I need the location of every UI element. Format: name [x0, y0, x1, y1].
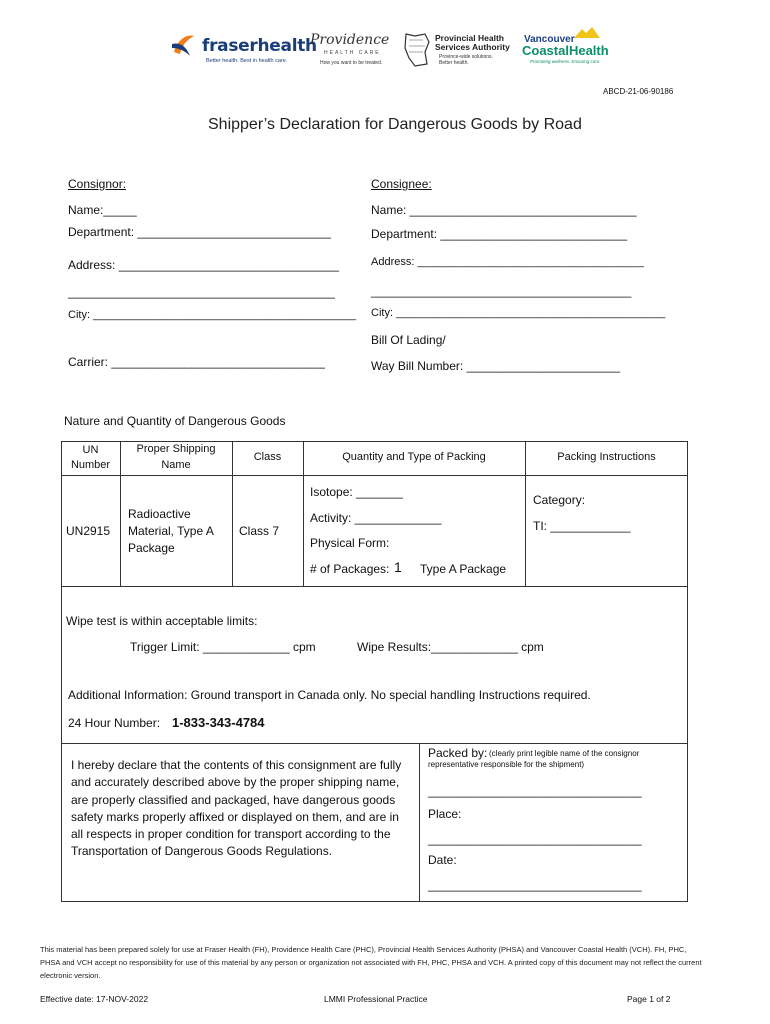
vch-mountain-icon	[574, 26, 600, 38]
footer-disclaimer: This material has been prepared solely for use at Fraser Health (FH), Providence Health Care (PHC), Provincial Health Services Authority (PHSA) and Vancouver Coastal Health (VCH). FH, PHC, PHSA and VCH accept no responsibility for use of this material by any person or organization not associated with FH, PHC, PHSA and VCH. A printed copy of this document may not reflect the current electronic version.	[40, 945, 702, 980]
document-code: ABCD-21-06-90186	[603, 87, 674, 96]
fraser-health-swoosh-icon	[170, 32, 198, 60]
consignor-name-field[interactable]: Name:_____	[68, 203, 137, 217]
hour24-label: 24 Hour Number:	[68, 716, 161, 730]
category-field[interactable]: Category:	[533, 493, 586, 507]
fraser-health-name: fraserhealth	[202, 36, 317, 56]
vch-name-line1: Vancouver	[524, 34, 575, 45]
un-number-value: UN2915	[66, 524, 111, 538]
phsa-tagline2: Better health.	[439, 60, 469, 66]
vch-logo	[522, 26, 612, 70]
header-proper-shipping: Proper Shipping	[136, 443, 216, 455]
header-packing-instructions: Packing Instructions	[557, 451, 656, 463]
phsa-name-line2: Services Authority	[435, 42, 510, 52]
consignor-address-field[interactable]: Address: _________________________________	[68, 258, 339, 272]
consignee-name-field[interactable]: Name: __________________________________	[371, 203, 637, 217]
providence-logo	[300, 28, 400, 72]
carrier-field[interactable]: Carrier: ________________________________	[68, 355, 325, 369]
place-field[interactable]: ________________________________	[428, 832, 642, 846]
shipping-name-line1: Radioactive	[128, 507, 191, 521]
date-field[interactable]: ________________________________	[428, 878, 642, 892]
effective-date: Effective date: 17-NOV-2022	[40, 994, 149, 1004]
page-title: Shipper’s Declaration for Dangerous Goods by Road	[208, 116, 582, 133]
shipping-name-line2: Material, Type A	[128, 524, 214, 538]
ti-field[interactable]: TI: ____________	[533, 519, 631, 533]
class-value: Class 7	[239, 524, 280, 538]
header-number: Number	[70, 459, 111, 471]
packages-label: # of Packages:	[310, 562, 390, 576]
isotope-field[interactable]: Isotope: _______	[310, 485, 403, 499]
trigger-limit-field[interactable]: Trigger Limit: _____________ cpm	[130, 640, 316, 654]
consignor-department-field[interactable]: Department: _____________________________	[68, 225, 331, 239]
shipping-name-line3: Package	[128, 541, 175, 555]
providence-sub: HEALTH CARE	[324, 50, 381, 56]
consignee-heading: Consignee:	[371, 177, 432, 191]
hour24-number: 1-833-343-4784	[172, 715, 265, 730]
additional-information: Additional Information: Ground transport in Canada only. No special handling Instructions required.	[68, 688, 591, 702]
way-bill-number-field[interactable]: Way Bill Number: _______________________	[371, 359, 621, 373]
consignor-city-field[interactable]: City: ___________________________________________	[68, 309, 357, 321]
packages-value[interactable]: 1	[394, 559, 402, 575]
declaration-text: I hereby declare that the contents of this consignment are fully and accurately described above by the proper shipping name, are properly classified and packaged, have dangerous goods safety marks properly affixed or displayed on them, and are in all respects in proper condition for transport according to the Transportation of Dangerous Goods Regulations.	[71, 758, 402, 859]
providence-tagline: How you want to be treated.	[320, 60, 383, 66]
packed-by-field[interactable]: ________________________________	[428, 784, 642, 798]
packed-by-note-line1: (clearly print legible name of the consignor	[489, 749, 640, 758]
vch-tagline: Promoting wellness. Ensuring care.	[530, 59, 601, 64]
consignee-department-field[interactable]: Department: ____________________________	[371, 227, 628, 241]
packed-by-label: Packed by:	[428, 746, 488, 760]
phsa-tagline1: Province-wide solutions.	[439, 54, 493, 60]
physical-form-field[interactable]: Physical Form:	[310, 536, 390, 550]
fraser-health-logo	[170, 30, 317, 70]
consignor-heading: Consignor:	[68, 177, 127, 191]
consignee-address-field[interactable]: Address: _____________________________________	[371, 256, 644, 268]
header-un: UN	[82, 444, 99, 456]
header-class: Class	[253, 451, 282, 463]
consignor-address-line2-field[interactable]: ________________________________________	[68, 285, 335, 299]
bill-of-lading-label: Bill Of Lading/	[371, 333, 446, 347]
providence-name: Providence	[310, 32, 390, 48]
place-label: Place:	[428, 807, 462, 821]
phsa-name-line1: Provincial Health	[435, 33, 504, 43]
wipe-results-field[interactable]: Wipe Results:_____________ cpm	[357, 640, 544, 654]
wipe-test-heading: Wipe test is within acceptable limits:	[66, 614, 258, 628]
date-label: Date:	[428, 853, 457, 867]
activity-field[interactable]: Activity: _____________	[310, 511, 442, 525]
consignee-address-line2-field[interactable]: _______________________________________	[371, 284, 632, 298]
consignee-city-field[interactable]: City: ____________________________________________	[371, 307, 666, 319]
fraser-health-tagline: Better health. Best in health care.	[206, 58, 288, 64]
header-name: Name	[161, 459, 191, 471]
bc-map-icon	[403, 32, 431, 68]
phsa-logo	[403, 30, 513, 70]
nature-heading: Nature and Quantity of Dangerous Goods	[64, 414, 286, 428]
packed-by-note-line2: representative responsible for the shipment)	[428, 760, 585, 769]
footer-center: LMMI Professional Practice	[324, 994, 428, 1004]
vch-name-line2: CoastalHealth	[522, 43, 609, 58]
package-type: Type A Package	[420, 562, 507, 576]
header-quantity-packing: Quantity and Type of Packing	[342, 451, 486, 463]
page-number: Page 1 of 2	[627, 994, 671, 1004]
